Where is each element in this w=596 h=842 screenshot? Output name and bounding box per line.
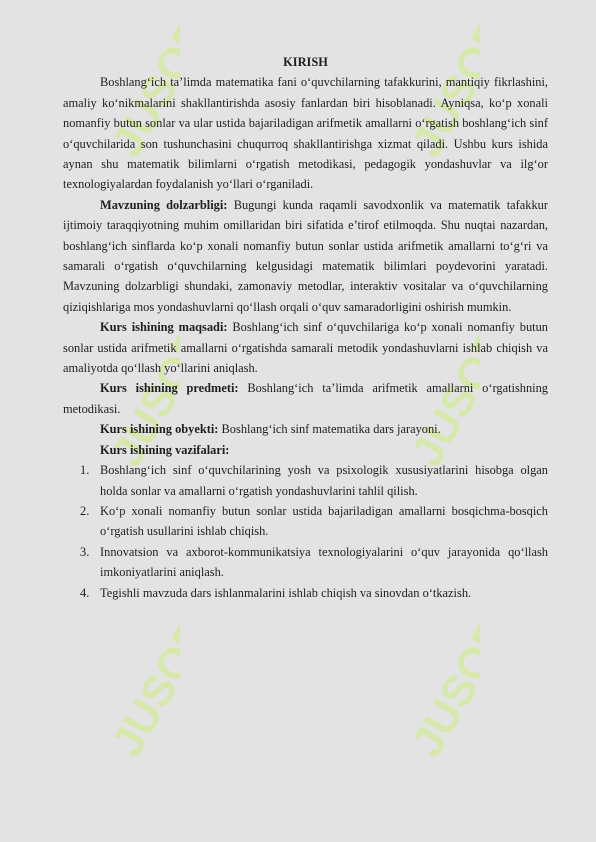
subject-paragraph <box>63 378 548 419</box>
watermark <box>80 620 180 800</box>
list-item-text: Ko‘p xonali nomanfiy butun sonlar ustida bajariladigan amallarni bosqichma-bosqich o‘rgatish usullarini ishlab chiqish. <box>100 503 548 539</box>
list-item-text: Innovatsion va axborot-kommunikatsiya texnologiyalarini o‘quv jarayonida qo‘llash imkoniyatlarini aniqlash. <box>100 544 548 580</box>
tasks-list <box>63 460 548 603</box>
list-item <box>63 501 548 542</box>
subject-label: Kurs ishining predmeti: <box>100 381 239 396</box>
object-paragraph <box>63 419 548 439</box>
list-item <box>63 583 548 603</box>
watermark <box>380 620 480 800</box>
object-text: Boshlang‘ich sinf matematika dars jarayoni. <box>218 422 441 437</box>
subject-text: Boshlang‘ich ta’limda arifmetik amallarni o‘rgatishning metodikasi. <box>63 381 548 416</box>
document-body <box>63 52 548 603</box>
watermark-text: JUSOF <box>402 330 480 475</box>
list-item-text: Tegishli mavzuda dars ishlanmalarini ishlab chiqish va sinovdan o‘tkazish. <box>100 585 472 600</box>
list-item-number: 3. <box>80 544 90 559</box>
relevance-text: Bugungi kunda raqamli savodxonlik va matematik tafakkur ijtimoiy taraqqiyotning muhim omillaridan biri sifatida e’tirof etilmoqda. Shu nuqtai nazardan, boshlang‘ich sinflarda ko‘p xonali nomanfiy butun sonlar ustida arifmetik amallarni to‘g‘ri va samarali o‘rgatish o‘quvchilarning kelgusidagi matematik bilimlari poydevorini yaratadi. Mavzuning dolzarbligi shundaki, zamonaviy metodlar, interaktiv vositalar va o‘quvchilarning qiziqishlariga mos yondashuvlarni qo‘llash orqali o‘quv samaradorligini oshirish mumkin. <box>63 197 548 314</box>
watermark-text: JUSOF <box>402 620 480 765</box>
list-item-number: 1. <box>80 463 90 478</box>
goal-paragraph <box>63 317 548 378</box>
relevance-paragraph <box>63 195 548 317</box>
object-label: Kurs ishining obyekti: <box>100 422 219 437</box>
list-item-number: 4. <box>80 585 90 600</box>
list-item <box>63 460 548 501</box>
watermark-text: JUSOF <box>102 620 180 765</box>
intro-paragraph: Boshlang‘ich ta’limda matematika fani o‘quvchilarning tafakkurini, mantiqiy fikrlashini, amaliy ko‘nikmalarini shakllantirishda asosiy fanlardan biri hisoblanadi. Ayniqsa, ko‘p xonali nomanfiy butun sonlar va ular ustida bajariladigan arifmetik amallarni o‘rgatish boshlang‘ich sinf o‘quvchilarida son tushunchasini chuqurroq shakllantirishga xizmat qiladi. Ushbu kurs ishida aynan shu matematik bilimlarni o‘rgatish metodikasi, pedagogik yondashuvlar va ilg‘or texnologiyalardan foydalanish yo‘llari o‘rganiladi. <box>63 75 548 192</box>
relevance-label: Mavzuning dolzarbligi: <box>100 197 228 212</box>
watermark-text: JUSOF <box>102 330 180 475</box>
list-item-text: Boshlang‘ich sinf o‘quvchilarining yosh va psixologik xususiyatlarini hisobga olgan holda sonlar va amallarni o‘rgatish yondashuvlarini tahlil qilish. <box>100 463 548 498</box>
page-title: KIRISH <box>283 55 328 69</box>
tasks-label: Kurs ishining vazifalari: <box>100 442 230 457</box>
list-item-number: 2. <box>80 503 90 518</box>
watermark-text: JUSOF <box>102 20 180 165</box>
list-item <box>63 542 548 583</box>
goal-text: Boshlang‘ich sinf o‘quvchilariga ko‘p xonali nomanfiy butun sonlar ustida arifmetik amallarni o‘rgatishda samarali metodik yondashuvlarni ishlab chiqish va amaliyotda qo‘llash yo‘llarini aniqlash. <box>63 320 548 376</box>
tasks-heading <box>63 440 548 460</box>
goal-label: Kurs ishining maqsadi: <box>100 320 228 335</box>
watermark-text: JUSOF <box>402 20 480 165</box>
